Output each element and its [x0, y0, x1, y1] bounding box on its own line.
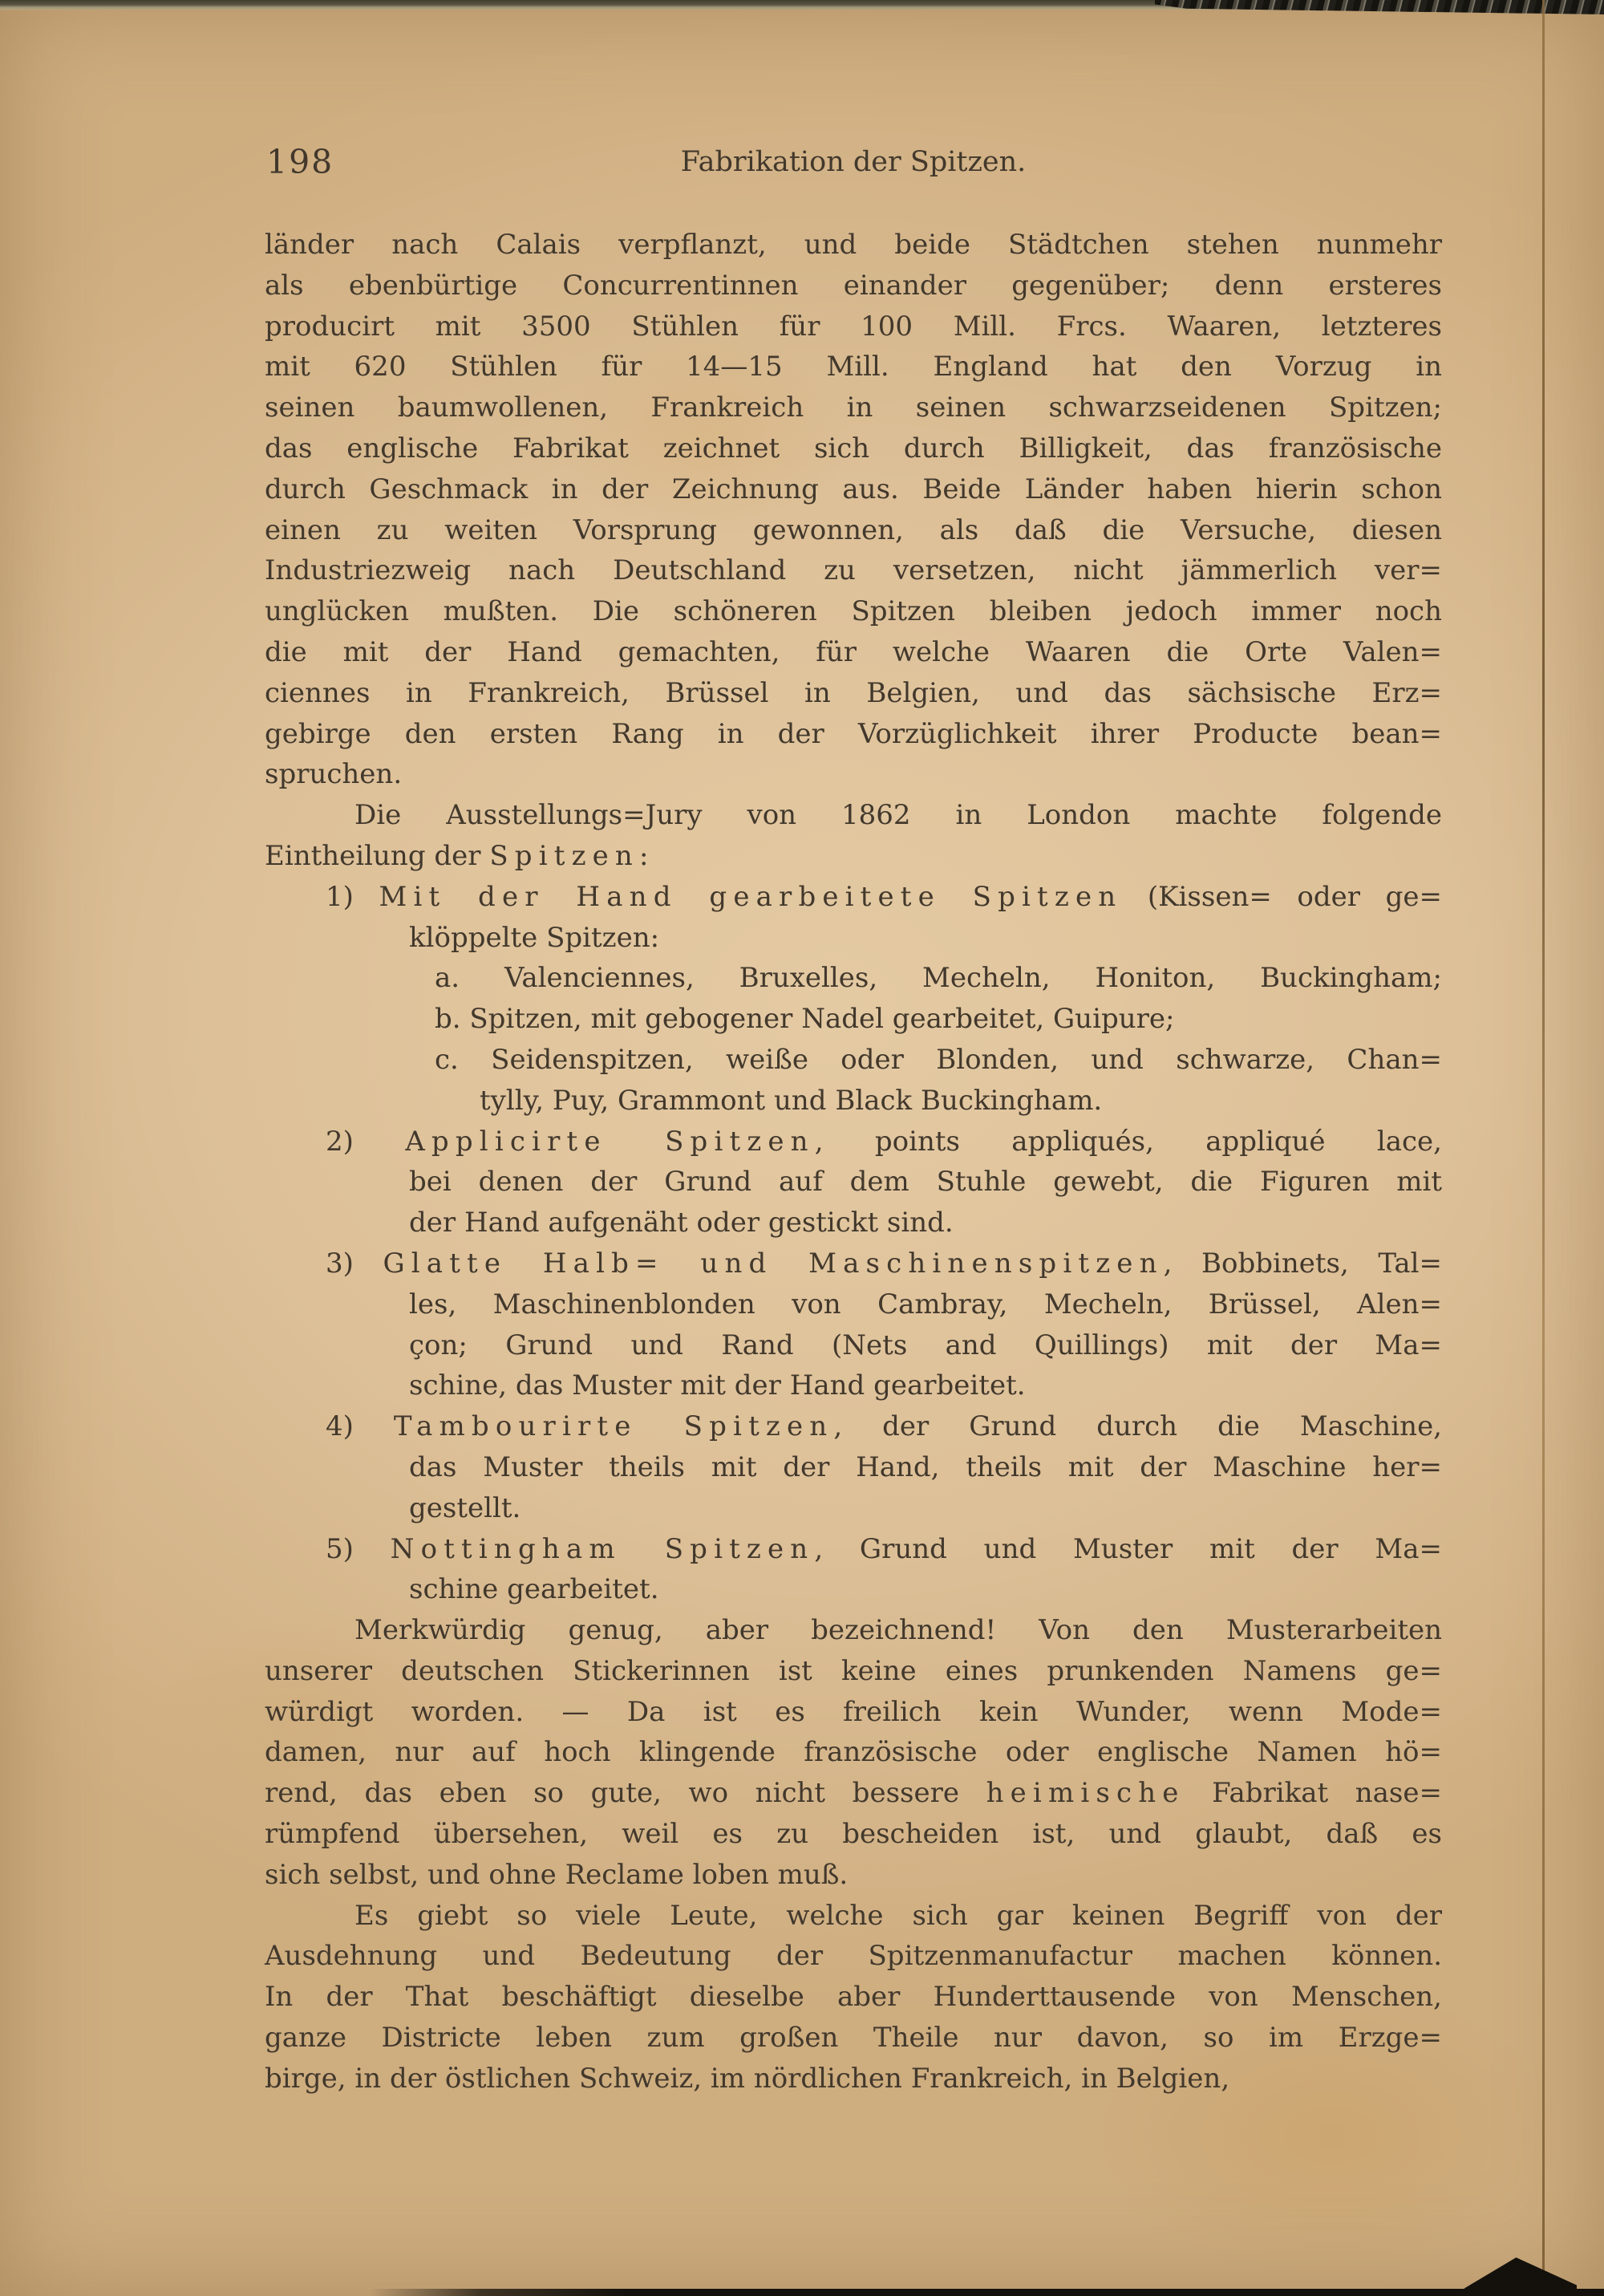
running-head: Fabrikation der Spitzen.: [680, 146, 1027, 178]
text-line: [265, 1081, 1442, 1122]
text-segment: als ebenbürtige Concurrentinnen einander gegenüber; denn ersteres: [265, 269, 1442, 302]
page-header: [265, 143, 1442, 191]
bottom-book-edge: [369, 2289, 1604, 2296]
text-segment: c. Seidenspitzen, weiße oder Blonden, und schwarze, Chan=: [435, 1043, 1442, 1076]
gutter-shadow: [0, 0, 14, 2296]
text-line: [265, 1243, 1442, 1284]
text-line: [265, 1569, 1442, 1610]
text-segment: , Bobbinets, Tal=: [1163, 1247, 1442, 1280]
text-line: [265, 306, 1442, 347]
text-segment: Merkwürdig genug, aber bezeichnend! Von den Musterarbeiten: [354, 1614, 1442, 1647]
text-line: [265, 958, 1442, 999]
text-segment: einen zu weiten Vorsprung gewonnen, als daß die Versuche, diesen: [265, 513, 1442, 546]
text-segment: länder nach Calais verpflanzt, und beide Städtchen stehen nunmehr: [265, 229, 1442, 261]
text-segment: Eintheilung der: [265, 839, 490, 872]
text-line: [265, 1040, 1442, 1081]
text-segment: , Grund und Muster mit der Ma=: [814, 1532, 1442, 1565]
text-line: [265, 1936, 1442, 1977]
text-line: [265, 1692, 1442, 1733]
text-line: [265, 1488, 1442, 1529]
text-line: [265, 550, 1442, 591]
text-segment: schine gearbeitet.: [409, 1573, 659, 1606]
text-line: [265, 428, 1442, 469]
text-line: [265, 1284, 1442, 1325]
emphasized-text: Spitzen:: [489, 839, 655, 872]
emphasized-text: Applicirte Spitzen: [405, 1125, 815, 1158]
text-segment: rümpfend übersehen, weil es zu bescheiden ist, und glaubt, daß es: [265, 1818, 1442, 1851]
text-line: [265, 1447, 1442, 1488]
text-line: [265, 510, 1442, 551]
text-segment: 2): [326, 1125, 406, 1158]
text-segment: schine, das Muster mit der Hand gearbeitet.: [409, 1369, 1026, 1402]
page-crease: [1542, 0, 1545, 2296]
text-segment: 3): [326, 1247, 383, 1280]
bottom-corner-shadow: [1464, 2257, 1577, 2296]
text-segment: gestellt.: [409, 1491, 521, 1524]
text-line: [265, 918, 1442, 959]
emphasized-text: Mit der Hand gearbeitete Spitzen: [379, 880, 1123, 913]
emphasized-text: heimische: [986, 1777, 1185, 1810]
text-line: [265, 673, 1442, 714]
text-line: [265, 1529, 1442, 1570]
text-segment: a. Valenciennes, Bruxelles, Mecheln, Honiton, Buckingham;: [435, 962, 1442, 995]
text-segment: , points appliqués, appliqué lace,: [814, 1125, 1442, 1158]
text-segment: (Kissen= oder ge=: [1122, 880, 1442, 913]
text-segment: Ausdehnung und Bedeutung der Spitzenmanufactur machen können.: [265, 1940, 1442, 1973]
text-line: [265, 1732, 1442, 1773]
text-line: [265, 999, 1442, 1040]
text-line: [265, 632, 1442, 673]
text-line: [265, 714, 1442, 755]
text-segment: Es giebt so viele Leute, welche sich gar keinen Begriff von der: [354, 1899, 1442, 1932]
text-line: [265, 591, 1442, 632]
text-line: [265, 1896, 1442, 1937]
text-segment: ciennes in Frankreich, Brüssel in Belgien, und das sächsische Erz=: [265, 676, 1442, 709]
text-segment: durch Geschmack in der Zeichnung aus. Beide Länder haben hierin schon: [265, 473, 1442, 505]
text-segment: 4): [326, 1410, 394, 1443]
text-line: [265, 2059, 1442, 2099]
text-line: [265, 1203, 1442, 1243]
text-segment: unserer deutschen Stickerinnen ist keine eines prunkenden Namens ge=: [265, 1654, 1442, 1687]
text-segment: tylly, Puy, Grammont und Black Buckingham.: [480, 1084, 1103, 1117]
text-line: [265, 387, 1442, 428]
text-segment: gebirge den ersten Rang in der Vorzüglichkeit ihrer Producte bean=: [265, 717, 1442, 750]
text-segment: rend, das eben so gute, wo nicht bessere: [265, 1777, 986, 1810]
text-line: [265, 1814, 1442, 1855]
text-segment: damen, nur auf hoch klingende französische oder englische Namen hö=: [265, 1736, 1442, 1769]
text-line: [265, 1325, 1442, 1366]
text-segment: Fabrikat nase=: [1185, 1777, 1442, 1810]
emphasized-text: Tambourirte Spitzen: [393, 1410, 834, 1443]
text-line: [265, 1365, 1442, 1406]
text-line: [265, 2018, 1442, 2059]
text-line: [265, 1977, 1442, 2018]
text-segment: çon; Grund und Rand (Nets and Quillings) mit der Ma=: [409, 1329, 1442, 1361]
text-segment: klöppelte Spitzen:: [409, 921, 660, 954]
text-segment: In der That beschäftigt dieselbe aber Hunderttausende von Menschen,: [265, 1981, 1442, 2014]
text-segment: mit 620 Stühlen für 14—15 Mill. England hat den Vorzug in: [265, 351, 1442, 383]
text-segment: sich selbst, und ohne Reclame loben muß.: [265, 1858, 849, 1891]
text-line: [265, 836, 1442, 877]
text-segment: b. Spitzen, mit gebogener Nadel gearbeitet, Guipure;: [435, 1003, 1175, 1036]
text-segment: birge, in der östlichen Schweiz, im nördlichen Frankreich, in Belgien,: [265, 2062, 1230, 2095]
text-segment: der Hand aufgenäht oder gestickt sind.: [409, 1207, 954, 1239]
text-segment: les, Maschinenblonden von Cambray, Mecheln, Brüssel, Alen=: [409, 1288, 1442, 1320]
text-line: [265, 1855, 1442, 1896]
text-line: [265, 1162, 1442, 1203]
text-line: [265, 1773, 1442, 1814]
text-segment: die mit der Hand gemachten, für welche Waaren die Orte Valen=: [265, 635, 1442, 668]
emphasized-text: Nottingham Spitzen: [390, 1532, 815, 1565]
text-segment: würdigt worden. — Da ist es freilich kein Wunder, wenn Mode=: [265, 1695, 1442, 1728]
text-segment: Die Ausstellungs=Jury von 1862 in London machte folgende: [354, 799, 1442, 832]
text-segment: 1): [326, 880, 379, 913]
text-segment: Industriezweig nach Deutschland zu versetzen, nicht jämmerlich ver=: [265, 554, 1442, 587]
text-segment: seinen baumwollenen, Frankreich in seinen schwarzseidenen Spitzen;: [265, 391, 1442, 424]
text-line: [265, 1406, 1442, 1447]
text-line: [265, 1651, 1442, 1692]
text-segment: 5): [326, 1532, 391, 1565]
text-line: [265, 347, 1442, 387]
text-segment: unglücken mußten. Die schöneren Spitzen bleiben jedoch immer noch: [265, 595, 1442, 628]
page-text: [265, 225, 1442, 2099]
text-line: [265, 225, 1442, 266]
text-segment: spruchen.: [265, 758, 403, 791]
top-right-marbled-edge: [1155, 0, 1604, 14]
text-segment: bei denen der Grund auf dem Stuhle gewebt, die Figuren mit: [409, 1166, 1442, 1199]
emphasized-text: Glatte Halb= und Maschinenspitzen: [383, 1247, 1164, 1280]
text-line: [265, 877, 1442, 918]
text-segment: ganze Districte leben zum großen Theile nur davon, so im Erzge=: [265, 2022, 1442, 2055]
text-segment: das englische Fabrikat zeichnet sich durch Billigkeit, das französische: [265, 432, 1442, 464]
page-number: 198: [266, 143, 334, 181]
text-line: [265, 1122, 1442, 1162]
text-line: [265, 266, 1442, 306]
text-segment: , der Grund durch die Maschine,: [833, 1410, 1442, 1443]
text-line: [265, 795, 1442, 836]
text-segment: producirt mit 3500 Stühlen für 100 Mill. Frcs. Waaren, letzteres: [265, 310, 1442, 343]
text-line: [265, 1610, 1442, 1651]
text-segment: das Muster theils mit der Hand, theils mit der Maschine her=: [409, 1450, 1442, 1483]
text-line: [265, 754, 1442, 795]
text-line: [265, 469, 1442, 510]
